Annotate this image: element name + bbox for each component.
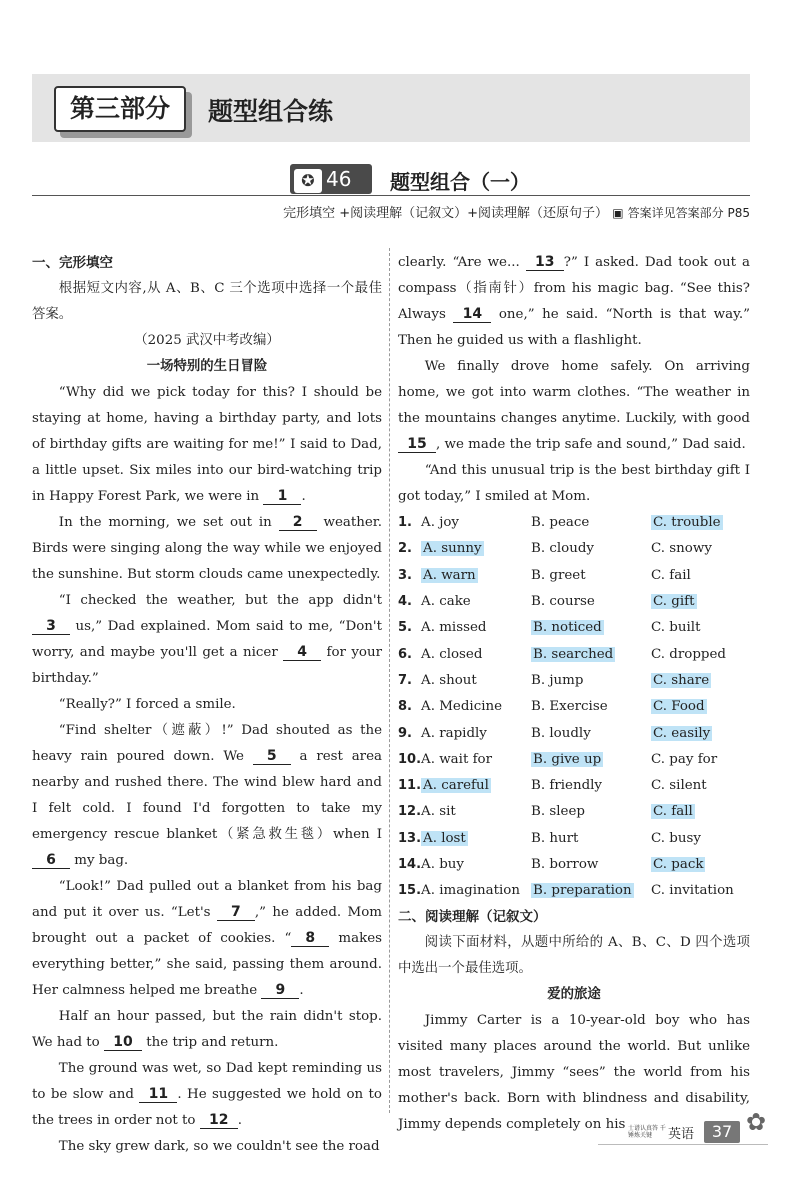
star-icon: ✪	[294, 169, 322, 193]
paragraph: clearly. “Are we... 13 ?” I asked. Dad took out a compass（指南针）from his magic bag. “See this? Always 14 one,” he said. “North is that way.” Then he guided us with a flashlight.	[398, 254, 750, 348]
question-number: 2.	[398, 541, 412, 557]
option-b[interactable]: B. course	[531, 594, 595, 610]
option-c[interactable]: C. fall	[653, 804, 693, 820]
paragraph: In the morning, we set out in 2 weather. Birds were singing along the way while we enjoyed the sunshine. But storm clouds came unexpectedly.	[32, 514, 382, 582]
option-a[interactable]: A. careful	[423, 778, 489, 794]
paragraph: “Find shelter（遮蔽）!” Dad shouted as the heavy rain poured down. We 5 a rest area nearby and rushed there. The wind blew hard and I felt cold. I found I'd forgotten to take my emergency rescue blanket（紧急救生毯）when I 6 my bag.	[32, 723, 382, 868]
question-number: 3.	[398, 567, 412, 583]
paragraph: “Really?” I forced a smile.	[58, 697, 236, 712]
option-b[interactable]: B. hurt	[531, 830, 579, 846]
column-divider	[389, 248, 390, 1113]
option-row	[398, 747, 750, 773]
option-c[interactable]: C. share	[653, 672, 710, 688]
lesson-number-badge	[290, 164, 372, 194]
blank[interactable]: 3	[32, 618, 70, 635]
blank[interactable]: 2	[279, 514, 317, 531]
option-a[interactable]: A. imagination	[421, 883, 520, 899]
answer-note: 答案详见答案部分 P85	[627, 206, 750, 220]
paragraph: Jimmy Carter is a 10-year-old boy who has visited many places around the world. But unlike most travelers, Jimmy “sees” the world from his mother's back. Born with blindness and disability, Jimmy depends completely on his	[398, 1013, 750, 1133]
section-heading: 一、完形填空	[32, 255, 113, 271]
option-b[interactable]: B. preparation	[533, 883, 632, 899]
blank[interactable]: 9	[261, 982, 299, 999]
paragraph: The sky grew dark, so we couldn't see the road	[58, 1139, 380, 1154]
option-a[interactable]: A. joy	[421, 515, 459, 531]
right-column	[398, 250, 750, 1138]
option-row	[398, 589, 750, 615]
paragraph: Half an hour passed, but the rain didn't stop. We had to 10 the trip and return.	[32, 1009, 382, 1050]
option-c[interactable]: C. silent	[651, 778, 707, 794]
question-number: 8.	[398, 699, 412, 715]
blank[interactable]: 15	[398, 436, 436, 453]
blank[interactable]: 10	[104, 1034, 142, 1051]
question-number: 15.	[398, 883, 422, 899]
question-number: 7.	[398, 672, 412, 688]
left-column	[32, 250, 382, 1160]
lesson-number: 46	[326, 167, 352, 191]
blank[interactable]: 12	[200, 1112, 238, 1129]
option-row	[398, 668, 750, 694]
footer-brand: 士谱认真答 千锤炼关键	[628, 1125, 666, 1139]
section-heading: 二、阅读理解（记叙文）	[398, 909, 547, 926]
option-a[interactable]: A. rapidly	[421, 725, 487, 741]
option-b[interactable]: B. sleep	[531, 804, 585, 820]
option-b[interactable]: B. borrow	[531, 857, 599, 872]
option-b[interactable]: B. give up	[533, 751, 602, 767]
option-row	[398, 641, 750, 667]
option-row	[398, 510, 750, 536]
option-b[interactable]: B. loudly	[531, 725, 591, 741]
blank[interactable]: 13	[526, 254, 564, 271]
option-row	[398, 615, 750, 641]
question-number: 13.	[398, 830, 422, 846]
blank[interactable]: 8	[291, 930, 329, 947]
question-types: 完形填空 +阅读理解（记叙文）+阅读理解（还原句子）	[283, 206, 609, 221]
blank[interactable]: 11	[139, 1086, 177, 1103]
question-number: 14.	[398, 857, 422, 872]
paragraph: “Look!” Dad pulled out a blanket from his bag and put it over us. “Let's 7 ,” he added. Mom brought out a packet of cookies. “ 8 makes everything better,” she said, passing them around. Her calmness helped me breathe 9 .	[32, 879, 382, 998]
paragraph: The ground was wet, so Dad kept reminding us to be slow and 11 . He suggested we hold on to the trees in order not to 12 .	[32, 1061, 382, 1128]
option-c[interactable]: C. pay for	[651, 751, 718, 767]
option-c[interactable]: C. gift	[653, 594, 695, 610]
blank[interactable]: 4	[283, 644, 321, 661]
blank[interactable]: 1	[263, 488, 301, 505]
option-a[interactable]: A. sit	[421, 804, 456, 820]
option-c[interactable]: C. busy	[651, 830, 701, 846]
option-a[interactable]: A. shout	[421, 672, 477, 688]
question-number: 1.	[398, 515, 412, 531]
option-c[interactable]: C. pack	[653, 857, 704, 872]
option-a[interactable]: A. sunny	[423, 541, 482, 557]
source-note: （2025 武汉中考改编）	[134, 333, 280, 348]
option-c[interactable]: C. fail	[651, 567, 691, 583]
lesson-title: 题型组合（一）	[390, 170, 530, 194]
options-table	[398, 510, 750, 904]
option-a[interactable]: A. cake	[421, 594, 471, 610]
question-number: 10.	[398, 751, 422, 767]
option-a[interactable]: A. Medicine	[421, 699, 503, 715]
question-number: 11.	[398, 778, 422, 794]
option-a[interactable]: A. closed	[421, 646, 483, 662]
option-b[interactable]: B. greet	[531, 567, 586, 583]
option-c[interactable]: C. easily	[653, 725, 711, 741]
question-number: 12.	[398, 804, 422, 820]
option-b[interactable]: B. cloudy	[531, 541, 594, 557]
paragraph: We finally drove home safely. On arriving home, we got into warm clothes. “The weather in the mountains changes anytime. Luckily, with good 15 , we made the trip safe and sound,” Dad said.	[398, 359, 750, 452]
blank[interactable]: 6	[32, 852, 70, 869]
option-c[interactable]: C. snowy	[651, 541, 712, 557]
instruction: 阅读下面材料，从题中所给的 A、B、C、D 四个选项中选出一个最佳选项。	[398, 935, 750, 977]
option-b[interactable]: B. Exercise	[531, 699, 608, 715]
option-b[interactable]: B. friendly	[531, 778, 602, 794]
option-b[interactable]: B. jump	[531, 672, 584, 688]
paragraph: “I checked the weather, but the app didn't 3 us,” Dad explained. Mom said to me, “Don't worry, and maybe you'll get a nicer 4 for your birthday.”	[32, 593, 382, 686]
option-a[interactable]: A. warn	[423, 567, 476, 583]
option-a[interactable]: A. buy	[421, 857, 464, 872]
option-row	[398, 720, 750, 746]
story-title: 爱的旅途	[547, 987, 601, 1003]
blank[interactable]: 5	[253, 748, 291, 765]
option-a[interactable]: A. lost	[423, 830, 466, 846]
option-row	[398, 536, 750, 562]
option-c[interactable]: C. trouble	[653, 515, 721, 531]
divider	[32, 195, 750, 196]
part-title: 题型组合练	[208, 97, 334, 126]
option-row	[398, 826, 750, 852]
option-b[interactable]: B. peace	[531, 515, 590, 531]
option-b[interactable]: B. searched	[533, 646, 614, 662]
option-a[interactable]: A. wait for	[421, 751, 492, 767]
blank[interactable]: 14	[453, 306, 491, 323]
option-row	[398, 878, 750, 904]
flower-logo-icon: ✿	[745, 1108, 767, 1136]
question-number: 5.	[398, 620, 412, 636]
paragraph: “Why did we pick today for this? I should be staying at home, having a birthday party, and lots of birthday gifts are waiting for me!” I said to Dad, a little upset. Six miles into our bird-watching trip in Happy Forest Park, we were in 1 .	[32, 385, 382, 504]
question-number: 9.	[398, 725, 412, 741]
story-title: 一场特别的生日冒险	[146, 359, 268, 374]
option-c[interactable]: C. built	[651, 620, 701, 636]
question-number: 4.	[398, 594, 412, 610]
option-row	[398, 773, 750, 799]
footer-subject: 英语	[668, 1127, 695, 1142]
lesson-subtitle	[283, 202, 750, 221]
option-b[interactable]: B. noticed	[533, 620, 602, 636]
part-label: 第三部分	[54, 86, 186, 132]
option-c[interactable]: C. Food	[653, 699, 705, 715]
answer-icon: ▣	[612, 206, 624, 220]
paragraph: “And this unusual trip is the best birthday gift I got today,” I smiled at Mom.	[398, 463, 750, 504]
instruction: 根据短文内容,从 A、B、C 三个选项中选择一个最佳答案。	[32, 281, 382, 322]
option-row	[398, 799, 750, 825]
question-number: 6.	[398, 646, 412, 662]
option-row	[398, 563, 750, 589]
option-row	[398, 852, 750, 878]
option-c[interactable]: C. dropped	[651, 646, 726, 662]
footer-divider	[598, 1144, 768, 1145]
page-number: 37	[704, 1121, 740, 1143]
blank[interactable]: 7	[217, 904, 255, 921]
option-row	[398, 694, 750, 720]
option-c[interactable]: C. invitation	[651, 883, 734, 899]
option-a[interactable]: A. missed	[421, 620, 487, 636]
